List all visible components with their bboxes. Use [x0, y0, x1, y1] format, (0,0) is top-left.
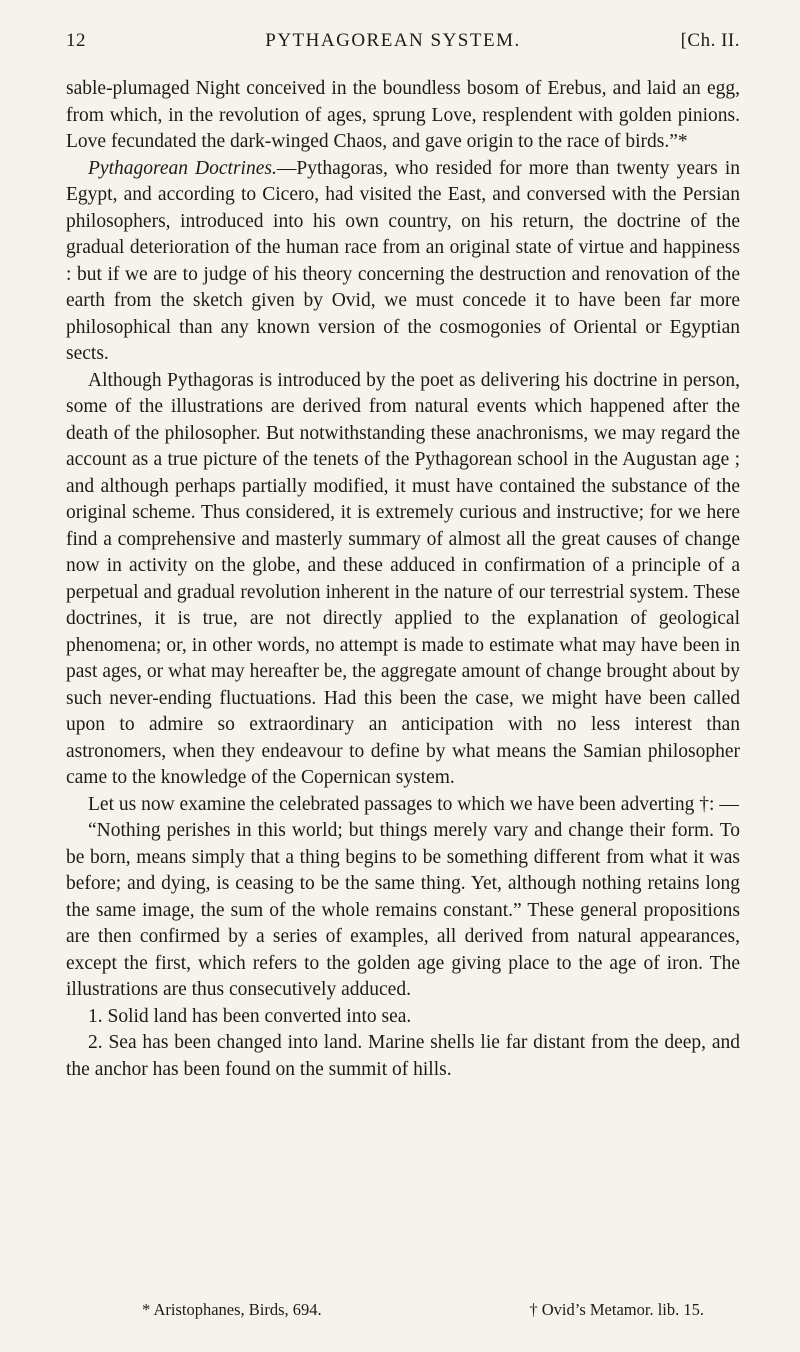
chapter-label: [Ch. II.	[680, 30, 740, 51]
footnote-ovid: † Ovid’s Metamor. lib. 15.	[529, 1300, 704, 1319]
list-item-1: 1. Solid land has been converted into sea.	[88, 1005, 412, 1027]
list-item-2: 2. Sea has been changed into land. Marine shells lie far distant from the deep, and the anchor has been found on the summit of hills.	[66, 1032, 740, 1080]
paragraph-examine-passages: Let us now examine the celebrated passages to which we have been adverting †: —	[88, 793, 739, 815]
page-header	[66, 30, 740, 60]
paragraph-pythagorean-doctrines	[66, 156, 740, 368]
paragraph-continuation: sable-plumaged Night conceived in the boundless bosom of Erebus, and laid an egg, from which, in the revolution of ages, sprung Love, resplendent with golden pinions. Love fecundated the dark-winged Chaos, and gave origin to the race of birds.”*	[66, 78, 740, 152]
running-title: PYTHAGOREAN SYSTEM.	[265, 30, 521, 51]
paragraph-anachronisms: Although Pythagoras is introduced by the poet as delivering his doctrine in person, some of the illustrations are derived from natural events which happened after the death of the philosopher. But notwithstanding these anachronisms, we may regard the account as a true picture of the tenets of the Pythagorean school in the Augustan age ; and although perhaps partially modified, it must have contained the substance of the original scheme. Thus considered, it is extremely curious and instructive; for we here find a comprehensive and masterly summary of almost all the great causes of change now in activity on the globe, and these adduced in confirmation of a principle of a perpetual and gradual revolution inherent in the nature of our terrestrial system. These doctrines, it is true, are not directly applied to the explanation of geological phenomena; or, in other words, no attempt is made to estimate what may have been in past ages, or what may hereafter be, the aggregate amount of change brought about by such never-ending fluctuations. Had this been the case, we might have been called upon to admire so extraordinary an anticipation with no less interest than astronomers, when they endeavour to define by what means the Samian philosopher came to the knowledge of the Copernican system.	[66, 369, 740, 788]
paragraph-text: —Pythagoras, who resided for more than twenty years in Egypt, and according to Cicero, had visited the East, and conversed with the Persian philosophers, introduced into his own country, on his return, the doctrine of the gradual deterioration of the human race from an original state of virtue and happiness : but if we are to judge of his theory concerning the destruction and renovation of the earth from the sketch given by Ovid, we must concede it to have been far more philosophical than any known version of the cosmogonies of Oriental or Egyptian sects.	[66, 157, 740, 364]
page-body	[66, 76, 740, 1083]
page-number: 12	[66, 30, 86, 51]
footnote-aristophanes: * Aristophanes, Birds, 694.	[142, 1300, 322, 1319]
section-title: Pythagorean Doctrines.	[88, 157, 277, 179]
paragraph-quotation: “Nothing perishes in this world; but things merely vary and change their form. To be born, means simply that a thing begins to be something different from what it was before; and dying, is ceasing to be the same thing. Yet, although nothing retains long the same image, the sum of the whole remains constant.” These general propositions are then confirmed by a series of examples, all derived from natural appearances, except the first, which refers to the golden age giving place to the age of iron. The illustrations are thus consecutively adduced.	[66, 820, 740, 1000]
footnotes	[66, 1300, 740, 1320]
book-page	[66, 30, 740, 1083]
